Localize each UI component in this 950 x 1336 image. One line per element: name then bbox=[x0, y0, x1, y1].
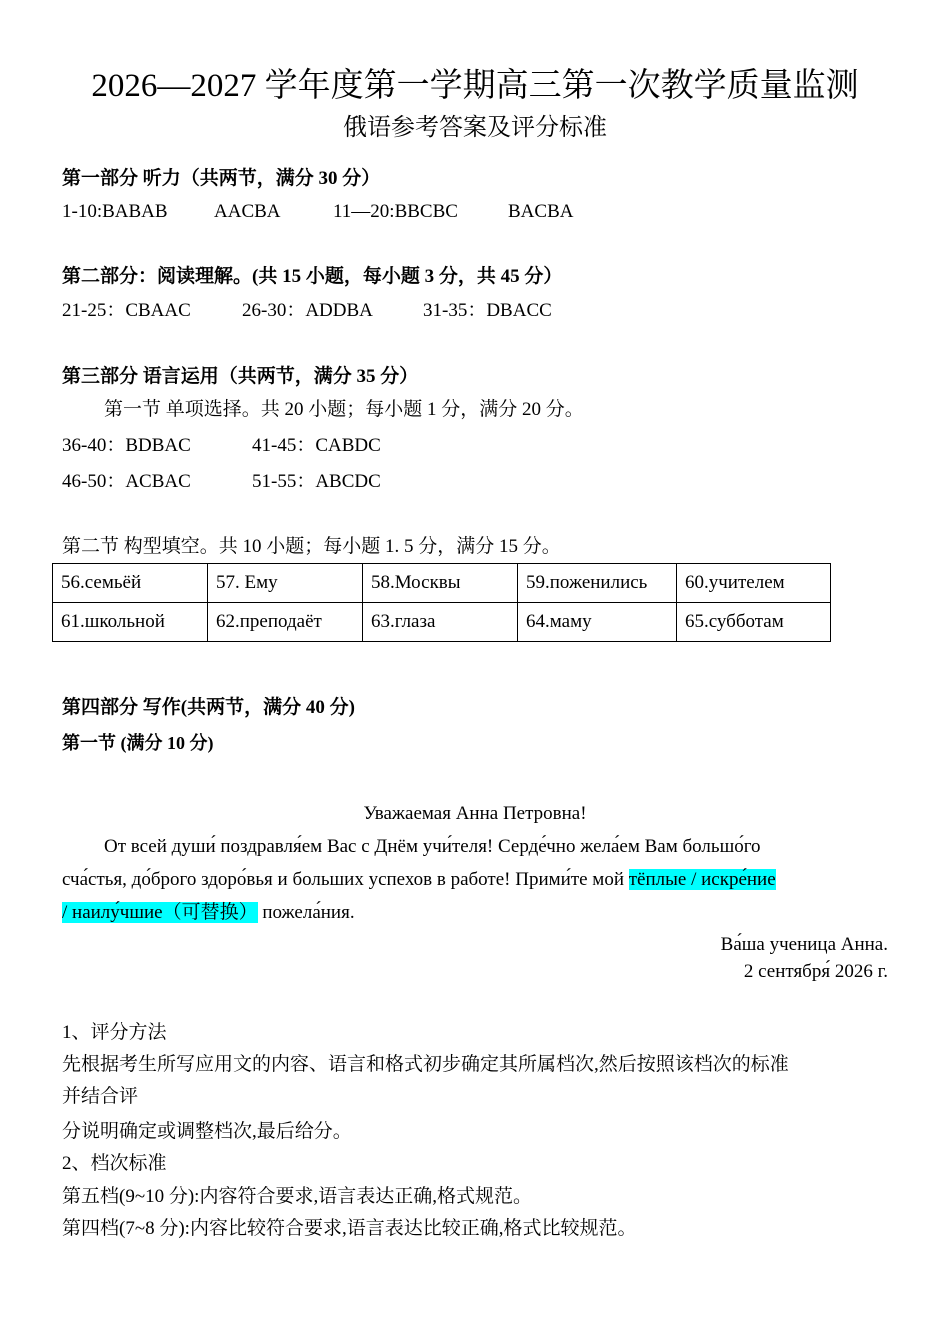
part1-heading: 第一部分 听力（共两节，满分 30 分） bbox=[62, 168, 381, 189]
part4-heading: 第四部分 写作(共两节，满分 40 分) bbox=[62, 697, 355, 718]
page-subtitle: 俄语参考答案及评分标准 bbox=[343, 115, 607, 141]
table-row bbox=[53, 603, 831, 642]
table-cell: 64.маму bbox=[518, 603, 677, 642]
letter-date: 2 сентября́ 2026 г. bbox=[743, 961, 888, 982]
part1-answer: BACBA bbox=[508, 201, 574, 222]
letter-line: От всей души́ поздравля́ем Вас с Днём учи́теля! Серде́чно жела́ем Вам большо́го bbox=[104, 836, 761, 857]
part2-answer: 31-35：DBACC bbox=[423, 300, 552, 321]
part4-section1-heading: 第一节 (满分 10 分) bbox=[62, 733, 214, 753]
letter-text: сча́стья, до́брого здоро́вья и больших успехов в работе! Прими́те мой bbox=[62, 869, 629, 890]
table-cell: 60.учителем bbox=[677, 564, 831, 603]
part1-answer: 1-10:BABAB bbox=[62, 201, 168, 222]
part3-answer: 51-55：ABCDC bbox=[252, 471, 381, 492]
part3-section2-desc: 第二节 构型填空。共 10 小题；每小题 1. 5 分，满分 15 分。 bbox=[62, 536, 561, 557]
scoring-method-heading: 1、评分方法 bbox=[62, 1022, 167, 1043]
scoring-text: 分说明确定或调整档次,最后给分。 bbox=[62, 1121, 352, 1142]
part3-answer: 36-40：BDBAC bbox=[62, 435, 191, 456]
letter-signature: Ва́ша ученица Анна. bbox=[720, 934, 888, 955]
table-row bbox=[53, 564, 831, 603]
part3-answer: 41-45：CABDC bbox=[252, 435, 381, 456]
table-cell: 58.Москвы bbox=[363, 564, 518, 603]
part2-answer: 26-30：ADDBA bbox=[242, 300, 373, 321]
part3-section1-desc: 第一节 单项选择。共 20 小题；每小题 1 分，满分 20 分。 bbox=[104, 399, 584, 420]
highlighted-text: тёплые / искре́ние bbox=[628, 869, 776, 890]
fill-in-table bbox=[52, 563, 831, 642]
part3-heading: 第三部分 语言运用（共两节，满分 35 分） bbox=[62, 366, 419, 387]
table-cell: 61.школьной bbox=[53, 603, 208, 642]
scoring-level: 第五档(9~10 分):内容符合要求,语言表达正确,格式规范。 bbox=[62, 1186, 532, 1207]
part1-answer: 11—20:BBCBC bbox=[333, 201, 458, 222]
letter-greeting: Уважаемая Анна Петровна! bbox=[363, 803, 587, 824]
part3-answer: 46-50：ACBAC bbox=[62, 471, 191, 492]
scoring-text: 先根据考生所写应用文的内容、语言和格式初步确定其所属档次,然后按照该档次的标准 bbox=[62, 1054, 789, 1075]
table-cell: 62.преподаёт bbox=[208, 603, 363, 642]
letter-text: пожела́ния. bbox=[257, 902, 355, 923]
table-cell: 57. Ему bbox=[208, 564, 363, 603]
scoring-levels-heading: 2、档次标准 bbox=[62, 1153, 167, 1174]
table-cell: 56.семьёй bbox=[53, 564, 208, 603]
part2-answer: 21-25：CBAAC bbox=[62, 300, 191, 321]
letter-line bbox=[62, 896, 355, 929]
table-cell: 63.глаза bbox=[363, 603, 518, 642]
scoring-level: 第四档(7~8 分):内容比较符合要求,语言表达比较正确,格式比较规范。 bbox=[62, 1218, 637, 1239]
letter-line bbox=[62, 863, 776, 896]
table-cell: 65.субботам bbox=[677, 603, 831, 642]
part1-answer: AACBA bbox=[214, 201, 281, 222]
page-title: 2026—2027 学年度第一学期高三第一次教学质量监测 bbox=[91, 68, 859, 104]
highlighted-text: / наилу́чшие（可替换） bbox=[62, 902, 258, 923]
table-cell: 59.поженились bbox=[518, 564, 677, 603]
part2-heading: 第二部分：阅读理解。(共 15 小题，每小题 3 分，共 45 分） bbox=[62, 266, 563, 287]
scoring-text: 并结合评 bbox=[62, 1086, 139, 1107]
